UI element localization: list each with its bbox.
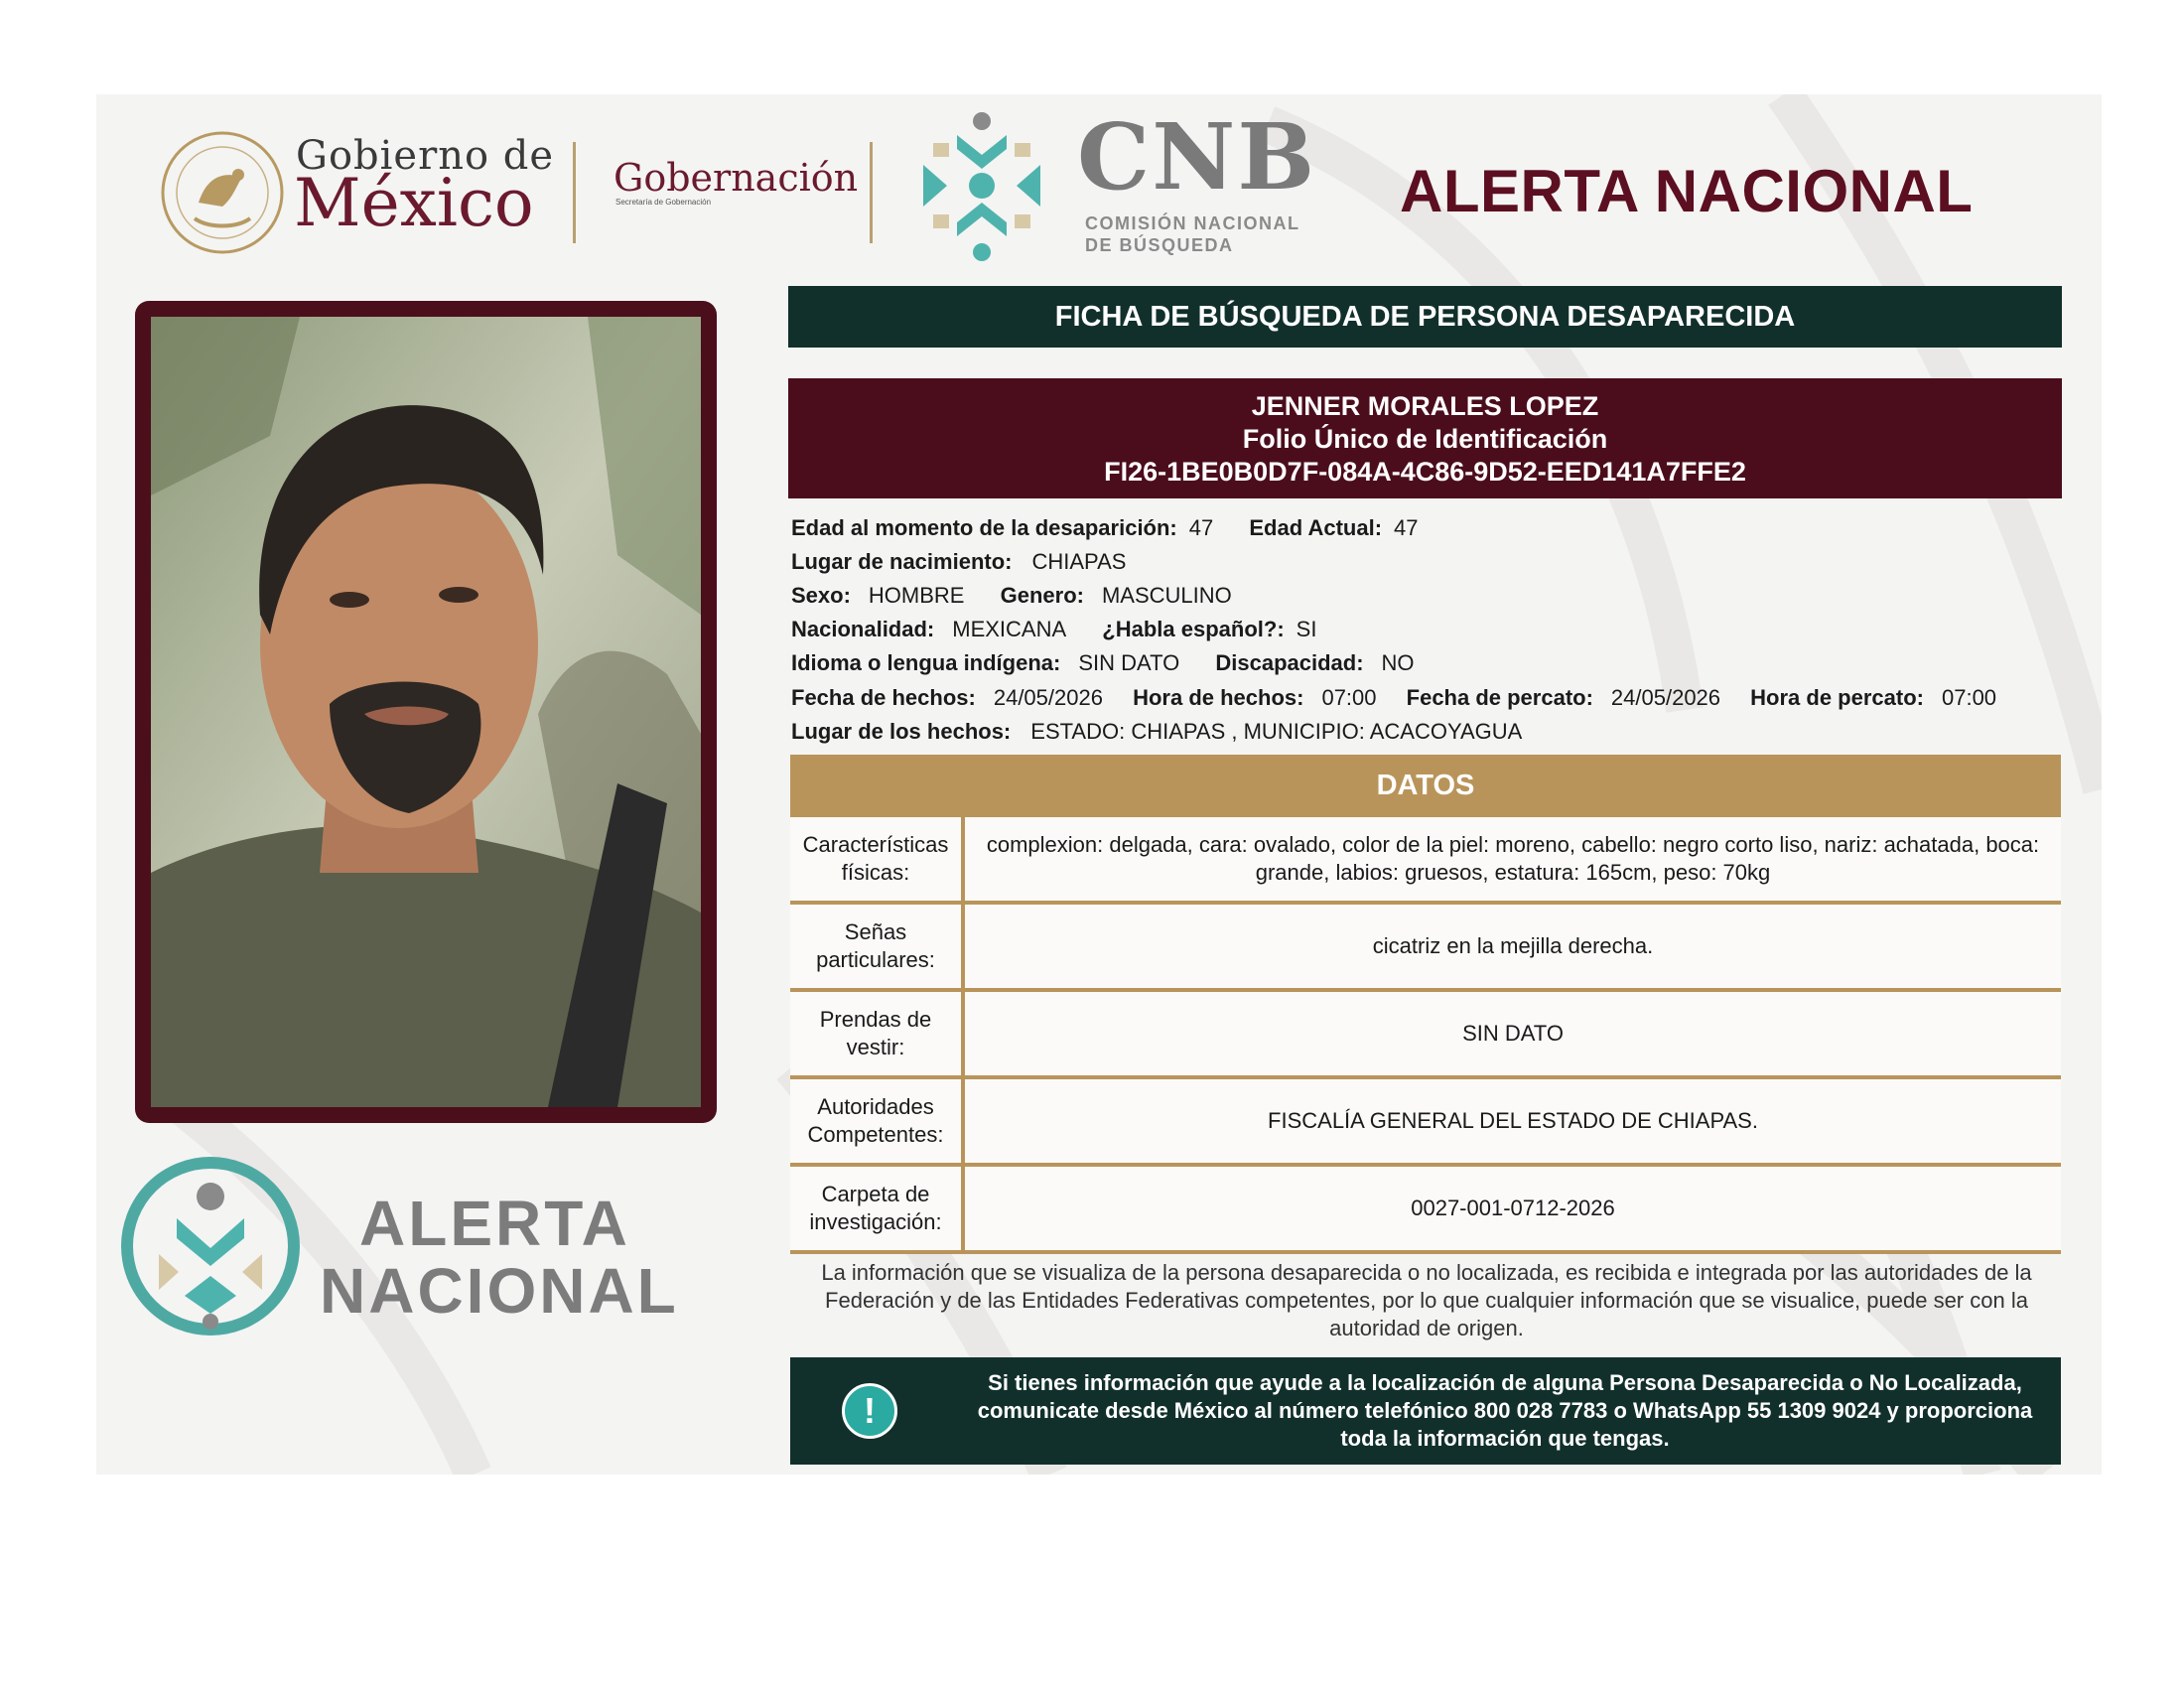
habla-espanol-value: SI <box>1296 617 1317 641</box>
row-label: Señas particulares: <box>790 905 965 988</box>
alert-icon: ! <box>842 1383 897 1439</box>
person-name-box <box>788 378 2062 498</box>
header-divider <box>870 142 873 243</box>
datos-header: DATOS <box>790 755 2061 817</box>
row-label: Autoridades Competentes: <box>790 1079 965 1163</box>
row-value: SIN DATO <box>1462 1021 1564 1046</box>
sexo-label: Sexo: <box>791 583 851 608</box>
fecha-hechos-label: Fecha de hechos: <box>791 685 976 710</box>
nacimiento-label: Lugar de nacimiento: <box>791 549 1013 574</box>
row-value: 0027-001-0712-2026 <box>1411 1196 1615 1220</box>
fecha-percato-label: Fecha de percato: <box>1406 685 1593 710</box>
alerta-nacional-logo-icon <box>119 1155 303 1338</box>
ficha-title-bar: FICHA DE BÚSQUEDA DE PERSONA DESAPARECIDA <box>788 286 2062 348</box>
folio-value: FI26-1BE0B0D7F-084A-4C86-9D52-EED141A7FFE2 <box>1104 457 1746 487</box>
row-label: Carpeta de investigación: <box>790 1167 965 1250</box>
nacionalidad-value: MEXICANA <box>952 617 1067 641</box>
mexico-text: México <box>294 165 534 241</box>
fecha-hechos-value: 24/05/2026 <box>993 685 1103 710</box>
mexico-seal-icon <box>159 129 286 256</box>
edad-desaparicion-value: 47 <box>1188 515 1214 540</box>
lugar-hechos-label: Lugar de los hechos: <box>791 719 1012 744</box>
cnb-logo-icon <box>903 107 1060 264</box>
table-row <box>790 1167 2061 1254</box>
cnb-sub-line1: COMISIÓN NACIONAL <box>1085 213 1300 233</box>
edad-desaparicion-label: Edad al momento de la desaparición: <box>791 515 1177 540</box>
edad-actual-value: 47 <box>1394 515 1419 540</box>
cnb-sub-line2: DE BÚSQUEDA <box>1085 235 1234 255</box>
edad-actual-label: Edad Actual: <box>1249 515 1383 540</box>
idioma-value: SIN DATO <box>1078 650 1180 675</box>
fecha-percato-value: 24/05/2026 <box>1610 685 1721 710</box>
gobernacion-text: Gobernación <box>614 156 859 200</box>
info-line-fechas <box>791 685 1996 711</box>
info-line-lugar-hechos <box>791 719 1552 745</box>
contact-text: Si tienes información que ayude a la localización de alguna Persona Desaparecida o No Localizada, comunicate desde México al número telefónico 800 028 7783 o WhatsApp 55 1309 9024 y proporciona toda la información que tengas. <box>977 1370 2033 1451</box>
gobernacion-subtext: Secretaría de Gobernación <box>615 198 712 207</box>
table-row <box>790 992 2061 1079</box>
person-name: JENNER MORALES LOPEZ <box>1251 391 1599 421</box>
row-value: FISCALÍA GENERAL DEL ESTADO DE CHIAPAS. <box>1268 1108 1758 1133</box>
discapacidad-label: Discapacidad: <box>1215 650 1364 675</box>
row-value: complexion: delgada, cara: ovalado, color de la piel: moreno, cabello: negro corto liso, nariz: achatada, boca: grande, labios: gruesos, estatura: 165cm, peso: 70kg <box>986 832 2040 885</box>
hora-percato-value: 07:00 <box>1941 685 1997 710</box>
discapacidad-value: NO <box>1381 650 1415 675</box>
gobierno-de-text: Gobierno de <box>296 133 555 179</box>
alerta-logo-line1: ALERTA <box>359 1188 630 1259</box>
table-row <box>790 905 2061 992</box>
idioma-label: Idioma o lengua indígena: <box>791 650 1061 675</box>
cnb-text: CNB <box>1077 103 1317 211</box>
sexo-value: HOMBRE <box>868 583 965 608</box>
alerta-nacional-title: ALERTA NACIONAL <box>1400 158 1974 224</box>
hora-percato-label: Hora de percato: <box>1750 685 1924 710</box>
nacimiento-value: CHIAPAS <box>1031 549 1127 574</box>
contact-banner <box>790 1357 2061 1465</box>
row-value: cicatriz en la mejilla derecha. <box>1372 933 1654 958</box>
genero-value: MASCULINO <box>1101 583 1232 608</box>
lugar-hechos-value: ESTADO: CHIAPAS , MUNICIPIO: ACACOYAGUA <box>1030 719 1523 744</box>
info-line-idioma <box>791 650 1444 676</box>
alerta-logo-line2: NACIONAL <box>320 1255 679 1327</box>
info-line-sexo <box>791 583 1262 609</box>
table-row <box>790 1079 2061 1167</box>
habla-espanol-label: ¿Habla español?: <box>1102 617 1285 641</box>
folio-label: Folio Único de Identificación <box>1242 424 1608 454</box>
header-divider <box>573 142 576 243</box>
missing-person-photo <box>151 317 701 1107</box>
table-row <box>790 817 2061 905</box>
info-line-edad <box>791 515 1448 541</box>
hora-hechos-label: Hora de hechos: <box>1133 685 1304 710</box>
cnb-subtitle <box>1085 212 1300 256</box>
genero-label: Genero: <box>1000 583 1084 608</box>
row-label: Características físicas: <box>790 817 965 901</box>
hora-hechos-value: 07:00 <box>1321 685 1377 710</box>
row-label: Prendas de vestir: <box>790 992 965 1075</box>
info-line-nacimiento <box>791 549 1156 575</box>
nacionalidad-label: Nacionalidad: <box>791 617 935 641</box>
disclaimer-text: La información que se visualiza de la persona desaparecida o no localizada, es recibida e integrada por las autoridades de la Federación y de las Entidades Federativas competentes, por lo que cualquier información que se visualice, puede ser con la autoridad de origen. <box>821 1260 2032 1340</box>
info-line-nacionalidad <box>791 617 1346 642</box>
alerta-nacional-logo-text <box>320 1190 679 1325</box>
